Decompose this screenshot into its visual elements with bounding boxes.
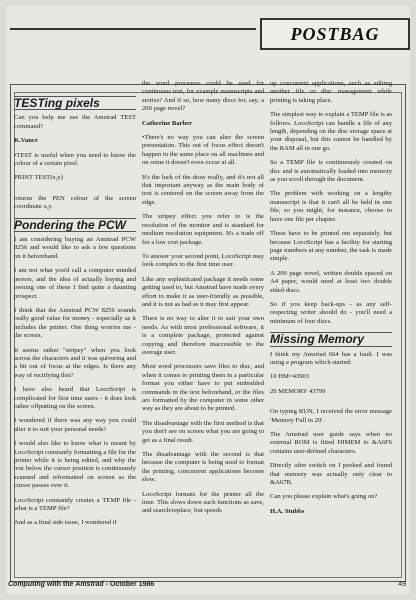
reply-text: Like any sophisticated package it needs some getting used to, but Amstrad have made every effort to make it as user-friendly as possible, and it is not as bad as it may first appear.	[142, 275, 264, 308]
reply-text: A 200 page novel, written double spaced on A4 paper, would need at least two double sided discs.	[270, 269, 392, 294]
letter-text: I am not what you'd call a computer minded person, and the idea of actually buying and owning one of these I find quite a daunting prospect.	[14, 267, 136, 300]
reply-text: So if you keep back-ups - as any self-respecting writer should do - you'll need a minimum of four discs.	[270, 300, 392, 325]
reply-text: So a TEMP file is continuously created on disc and is automatically loaded into memory as you scroll through the document.	[270, 159, 392, 184]
footer-date: - October 1986	[103, 581, 155, 588]
section-title: POSTBAG	[290, 23, 380, 44]
letter-text: The Amstrad user guide says when no external ROM is fitted HIMEM to &A6F6 contains user-defined characters.	[270, 431, 392, 455]
letter-text: And as a final side issue, I wondered if	[14, 519, 117, 527]
code-line: 10 HM=43903	[270, 373, 310, 381]
letter-signature: Catherine Barber	[142, 119, 192, 127]
letter-text: It seems rather "stripey" when you look across the characters and it was quivering and a bit out of focus at the edges. Is there any way of rectifying this?	[14, 346, 136, 379]
letter-text: On typing RUN, I received the error message 'Memory Full in 20'.	[270, 408, 392, 424]
column-1	[14, 92, 136, 534]
code-line: PRINT TEST(x,y)	[14, 174, 63, 182]
code-line: 20 MEMORY 43799	[270, 387, 326, 395]
column-2	[142, 80, 264, 522]
footer-mag-word-2: with the	[44, 581, 76, 588]
reply-text: To answer your second point, LocoScript may look complex to the first time user.	[142, 252, 264, 269]
footer-magazine-credit	[8, 581, 154, 588]
reply-text: The problem with working on a lengthy manuscript is that it can't all be held in one file, so you might, for instance, choose to have one file per chapter.	[270, 190, 392, 223]
reply-text: There is no way to alter it to suit your own needs. As with most professional software, it is a complete package, protected against copying and therefore inaccessible to the average user.	[142, 315, 264, 356]
reply-text: •There's no way you can alter the screen presentation. This out of focus effect doesn't happen in the same place on all machines and on some it doesn't even occur at all.	[142, 134, 264, 167]
reply-text: The simplest way to explain a TEMP file is as follows. LocoScript can handle a file of any length, depending on the disc storage space at your disposal, but this cannot be handled by the RAM all in one go.	[270, 111, 392, 152]
letter-text: Directly after switch on I peeked and found that memory was actually only clear to &A67B.	[270, 462, 392, 487]
letter-heading-pondering-pcw: Pondering the PCW	[14, 218, 136, 232]
footer-mag-word-3: Amstrad	[75, 581, 104, 588]
letter-text: I think my Amstrad 664 has a fault. I was using a program which started:	[270, 350, 392, 366]
footer-mag-word-1: Computing	[8, 581, 45, 588]
letter-text: Can you please explain what's going on?	[270, 493, 378, 501]
letter-text: the word processor could be used for continuous text, for example manuscripts and stories? And if so, how many discs for, say, a 200 page novel?	[142, 80, 264, 113]
letter-signature: H.A. Stubbs	[270, 507, 305, 515]
letter-text: I have also heard that LocoScript is complicated for first time users - it does look rather offputting on the screen.	[14, 386, 136, 410]
column-3	[270, 80, 392, 522]
letter-text: I think that the Amstrad PCW 8256 sounds really good value for money - especially as it includes the printer. One thing worries me - the screen.	[14, 306, 136, 340]
reply-text: •TEST is useful when you need to know the colour of a certain pixel.	[14, 151, 136, 168]
letter-text: Can you help me use the Amstrad TEST command?	[14, 114, 136, 130]
letter-heading-missing-memory: Missing Memory	[270, 332, 392, 346]
reply-text: Most word processors save files to disc, and when it comes to printing them in a particular format you either have to put embedded commands in the text beforehand, or the files are formatted by the computer in some other way as they are about to be printed.	[142, 363, 264, 413]
reply-text: These have to be printed out separately, but because LocoScript has a facility for starting page numbers at any number, the task is made simple.	[270, 230, 392, 263]
letter-text: LocoScript constantly creates a TEMP file - what is a TEMP file?	[14, 496, 136, 513]
letter-heading-testing-pixels: TESTing pixels	[14, 96, 136, 110]
header-rule	[10, 28, 256, 30]
letter-text: I wondered if there was any way you could alter it to suit your personal needs?	[14, 417, 136, 433]
reply-text: It's the luck of the draw really, and it's not all that important anyway as the main body of text is centered on the screen away from the edge.	[142, 173, 264, 206]
letter-text: I am considering buying an Amstrad PCW 8256 and would like to ask a few questions on it beforehand.	[14, 236, 136, 260]
letter-text: I would also like to know what is meant by LocoScript constantly formatting a file for the printer while it is being edited, and why the text below the cursor position is continuously scanned and reformatted on screen as the cursor passes over it.	[14, 440, 136, 490]
reply-text: The disadvantage with the second is that because the computer is being used to format the printing, concurrent applications become slow.	[142, 451, 264, 484]
reply-text: The disadvantage with the first method is that you don't see on screen what you are going to get as a final result.	[142, 419, 264, 444]
page-number: 49	[398, 581, 406, 588]
reply-text: The stripey effect you refer to is the resolution of the monitor and is standard for medium resolution equipment. It's a trade off for a low cost package.	[142, 213, 264, 246]
letter-signature: K.Vance	[14, 137, 38, 145]
reply-text: up concurrent applications, such as editing another file or disc management while printing is taking place.	[270, 80, 392, 104]
reply-text: returns the PEN colour of the screen coordinate x,y.	[14, 194, 136, 211]
page-footer	[6, 580, 410, 594]
section-header-box	[260, 18, 410, 50]
reply-text: LocoScript formats for the printer all the time. This slows down such functions as save, and search/replace, but speeds	[142, 490, 264, 515]
